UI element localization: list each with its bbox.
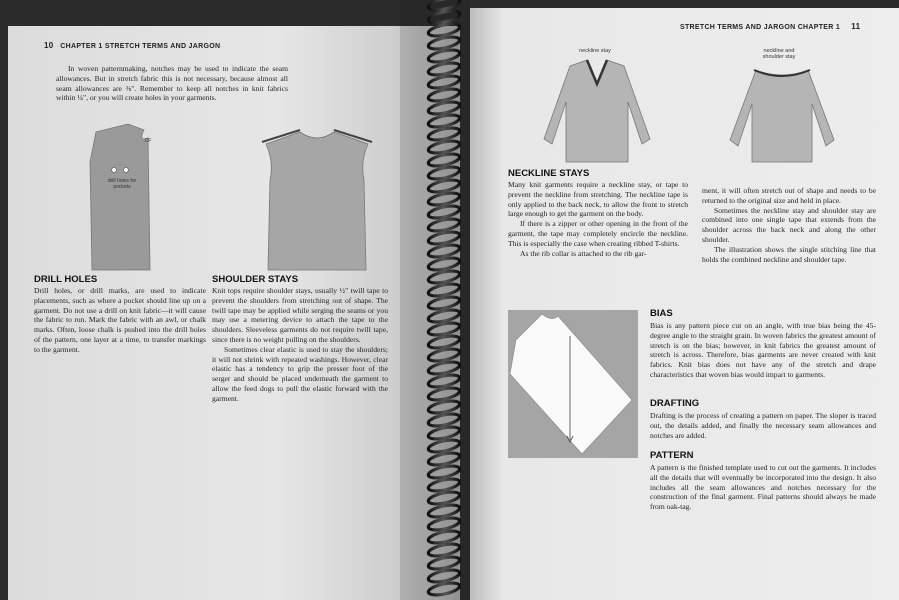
right-chapter-title: STRETCH TERMS AND JARGON CHAPTER 1	[680, 24, 841, 31]
bias-figure-panel	[508, 310, 638, 458]
right-page	[470, 8, 899, 600]
neckline-stays-heading: NECKLINE STAYS	[508, 168, 590, 179]
neckline-stays-paragraph-6: The illustration shows the single stitching line that holds the combined neckline and shoulder tape.	[702, 244, 876, 264]
drafting-body: Drafting is the process of creating a pattern on paper. The sloper is traced out, the details added, and finally the necessary seam allowances and notches are added.	[650, 411, 876, 440]
neckline-stays-paragraph-3: As the rib collar is attached to the rib gar-	[520, 248, 647, 258]
bias-pattern-piece	[508, 310, 638, 458]
right-page-number: 11	[851, 22, 861, 31]
left-page	[8, 26, 460, 600]
right-running-header	[680, 22, 860, 31]
pattern-heading: PATTERN	[650, 450, 694, 461]
drill-hole-mark	[112, 168, 117, 173]
drill-holes-heading: DRILL HOLES	[34, 274, 98, 285]
intro-paragraph: In woven patternmaking, notches may be used to indicate the seam allowances. But in stretch fabric this is not necessary, because almost all seam allowances are ⅜". Remember to keep all notches in knit fabrics within ¼", or you will create holes in your garments.	[56, 64, 288, 103]
neckline-shoulder-stay-label: neckline and shoulder stay	[762, 48, 796, 60]
shoulder-stays-paragraph-1: Knit tops require shoulder stays, usually ½" twill tape to prevent the shoulders from stretching out of shape. The twill tape may be applied while serging the seams or you may use a metering device to attach the tape to the shoulders. Sleeveless garments do not require twill tape, since there is no weight pulling on the shoulders.	[212, 286, 388, 344]
pattern-body: A pattern is the finished template used to cut out the garments. It includes all the details that will eventually be incorporated into the design. It also includes all the seam allowances and notches necessary for the construction of the final garment. Final patterns should always be made from oak-tag.	[650, 463, 876, 512]
neckline-stays-paragraph-5: Sometimes the neckline stay and shoulder stay are combined into one single tape that extends from the shoulder across the back neck and along the other shoulder.	[702, 205, 876, 244]
neckline-stay-label: neckline stay	[579, 48, 611, 54]
spiral-binding	[400, 0, 470, 600]
drill-holes-pattern-figure	[88, 122, 158, 272]
bias-body: Bias is any pattern piece cut on an angle, with true bias being the 45-degree angle to the straight grain. In woven fabrics the greatest amount of stretch is on the bias; however, in knit fabrics the greatest amount of stretch is across. Therefore, bias garments are never created with knit fabrics. Knit bias does not have any of the stretch and drape characteristics that woven bias would impart to garments.	[650, 321, 876, 379]
neckline-stays-column-2	[702, 186, 876, 264]
neckline-stays-paragraph-2: If there is a zipper or other opening in the front of the garment, the tape may completely encircle the neckline. This is especially the case when creating ribbed T-shirts.	[508, 219, 688, 248]
left-page-number: 10	[44, 41, 54, 50]
drill-holes-label: drill holes for pockets	[107, 178, 137, 190]
shoulder-stays-heading: SHOULDER STAYS	[212, 274, 299, 285]
shoulder-stays-paragraph-2: Sometimes clear elastic is used to stay the shoulders; it will not shrink with repeated washings. However, clear elastic has a tendency to grip the presser foot of the serger and should be placed underneath the garment to allow the feed dogs to pull the elastic forward with the garment.	[212, 344, 388, 403]
left-chapter-title: CHAPTER 1 STRETCH TERMS AND JARGON	[60, 43, 221, 50]
drill-hole-mark	[124, 168, 129, 173]
drafting-heading: DRAFTING	[650, 398, 700, 409]
shoulder-stays-garment-figure	[252, 122, 382, 272]
neckline-stays-paragraph-1: Many knit garments require a neckline stay, or tape to prevent the neckline from stretching. The neckline tape is only applied to the back neck, to allow the front to stretch large enough to get the garment on the body.	[508, 180, 688, 219]
neckline-stays-paragraph-4: ment, it will often stretch out of shape and needs to be returned to the original size and held in place.	[702, 186, 876, 205]
neckline-shoulder-stay-sweater-figure	[720, 58, 845, 168]
neckline-stays-column-1	[508, 180, 688, 258]
neckline-stay-sweater-figure	[532, 54, 662, 169]
bias-heading: BIAS	[650, 308, 673, 319]
cf-label: CF	[144, 138, 152, 144]
shoulder-stays-body	[212, 286, 388, 404]
drill-holes-body: Drill holes, or drill marks, are used to indicate placements, such as where a pocket should line up on a garment. Do not use a drill on knit fabric—it will cause the fabric to run. Mark the fabric with an awl, or chalk marks. Often, loose chalk is pushed into the drill holes of the pattern, one layer at a time, to transfer markings to the garment.	[34, 286, 206, 354]
left-running-header	[44, 41, 220, 50]
